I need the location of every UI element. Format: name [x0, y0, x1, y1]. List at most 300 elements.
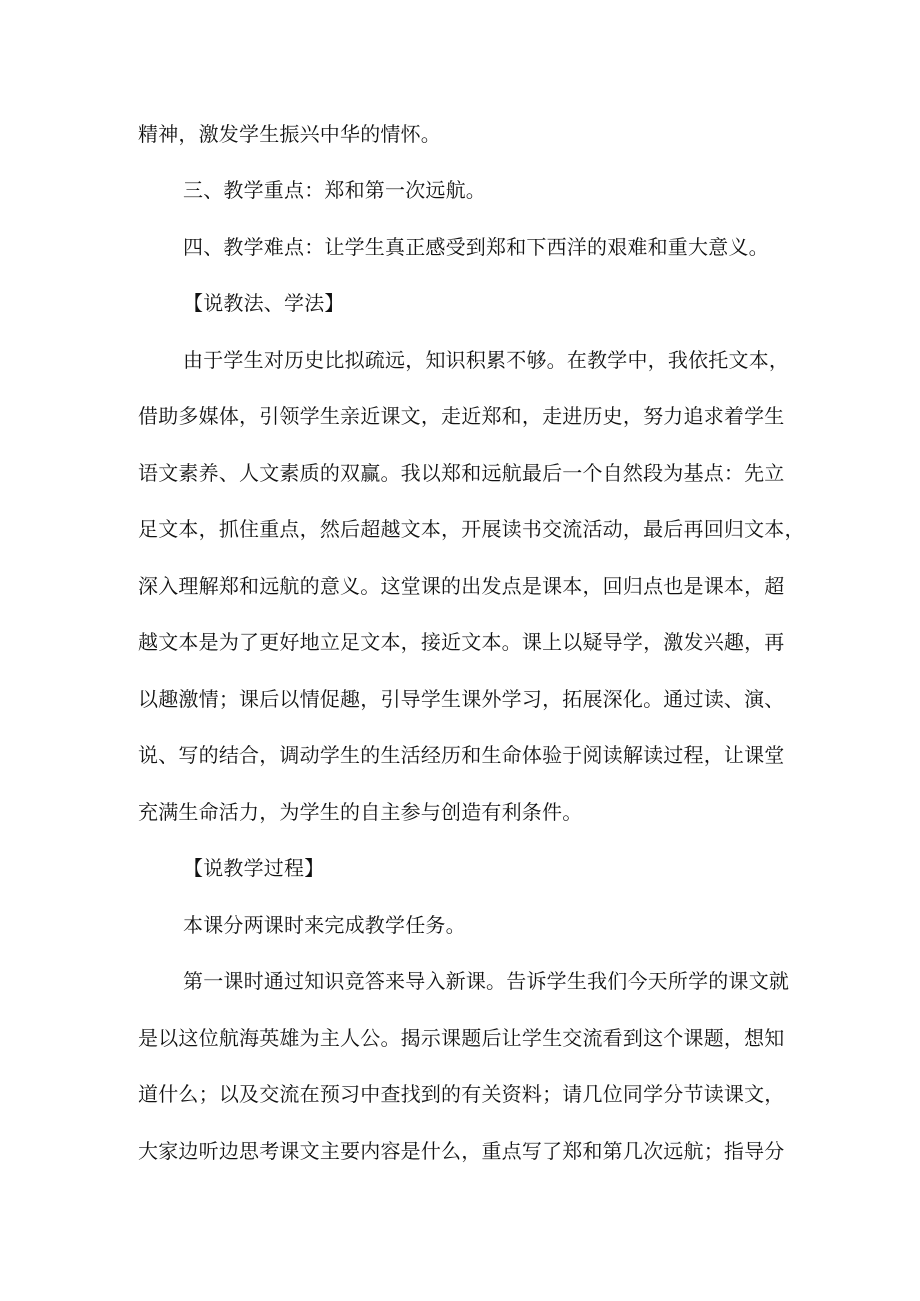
glyph: 导 [405, 969, 426, 993]
glyph: ， [622, 404, 644, 428]
glyph: 了 [239, 630, 260, 654]
glyph: 流 [582, 1026, 603, 1050]
glyph: 后 [481, 1026, 502, 1050]
glyph: 发 [683, 630, 704, 654]
glyph: 课 [521, 630, 543, 654]
glyph: 雄 [279, 1026, 300, 1050]
glyph: 学 [319, 743, 341, 767]
glyph: 促 [319, 687, 341, 711]
glyph: 家 [158, 1139, 179, 1163]
glyph: 及 [239, 1082, 260, 1106]
glyph: 再 [764, 630, 785, 654]
text-line-12 [138, 741, 783, 769]
glyph: 段 [643, 461, 664, 485]
glyph: 生 [243, 348, 264, 372]
glyph: 努 [643, 404, 664, 428]
glyph: 和 [501, 404, 522, 428]
glyph: 在 [299, 1082, 320, 1106]
glyph: 比 [324, 348, 345, 372]
text-line-9 [138, 572, 783, 600]
glyph: 堂 [764, 743, 785, 767]
glyph: 进 [562, 404, 583, 428]
glyph: 第 [602, 1139, 623, 1163]
glyph: 知 [764, 1026, 785, 1050]
glyph: 堂 [400, 574, 421, 598]
glyph: 领 [279, 404, 300, 428]
glyph: 更 [259, 630, 280, 654]
glyph: 知 [425, 348, 446, 372]
glyph: 分 [663, 1082, 684, 1106]
glyph: 识 [445, 348, 466, 372]
glyph: 足 [340, 630, 361, 654]
glyph: 告 [506, 969, 527, 993]
glyph: 课 [279, 1139, 300, 1163]
glyph: 开 [461, 517, 482, 541]
glyph: 郑 [441, 461, 462, 485]
glyph: 是 [198, 630, 219, 654]
glyph: 激 [663, 630, 684, 654]
glyph: 超 [764, 574, 785, 598]
glyph: 文 [158, 517, 179, 541]
text-line-5 [183, 346, 790, 374]
glyph: 于 [562, 743, 583, 767]
glyph: 要 [340, 1139, 361, 1163]
glyph: 。 [486, 969, 507, 993]
glyph: 远 [481, 461, 502, 485]
glyph: ， [400, 630, 421, 654]
glyph: 历 [441, 743, 462, 767]
glyph: 写 [521, 1139, 543, 1163]
glyph: 课 [683, 1026, 704, 1050]
glyph: ： [723, 461, 745, 485]
text-line-8 [138, 515, 805, 543]
glyph: 点 [501, 574, 522, 598]
glyph: 对 [263, 348, 285, 372]
glyph: ， [768, 348, 790, 372]
glyph: 后 [542, 461, 563, 485]
glyph: 。 [360, 574, 381, 598]
glyph: ， [647, 348, 668, 372]
glyph: 个 [582, 461, 603, 485]
glyph: 引 [259, 404, 280, 428]
glyph: 今 [627, 969, 648, 993]
glyph: ， [299, 517, 320, 541]
glyph: 出 [461, 574, 482, 598]
glyph: 上 [542, 630, 563, 654]
glyph: 流 [279, 1082, 300, 1106]
glyph: 交 [542, 517, 563, 541]
glyph: 解 [622, 743, 644, 767]
glyph: 到 [622, 1026, 644, 1050]
glyph: ， [259, 743, 280, 767]
glyph: 学 [546, 969, 567, 993]
glyph: 。 [643, 687, 664, 711]
glyph: ； [218, 687, 240, 711]
glyph: 书 [521, 517, 543, 541]
glyph: ； [703, 1139, 724, 1163]
glyph: 学 [744, 404, 765, 428]
glyph: 的 [441, 1082, 462, 1106]
glyph: 解 [198, 574, 219, 598]
text-line-7 [138, 459, 783, 487]
glyph: 读 [703, 1082, 724, 1106]
glyph: 越 [138, 630, 159, 654]
glyph: 展 [481, 517, 502, 541]
glyph: 后 [663, 517, 684, 541]
glyph: 导 [744, 1139, 765, 1163]
glyph: 位 [198, 1026, 219, 1050]
glyph: 几 [622, 1139, 644, 1163]
glyph: 后 [259, 687, 280, 711]
glyph: 一 [562, 461, 583, 485]
glyph: 文 [744, 517, 765, 541]
glyph: 读 [602, 743, 623, 767]
glyph: 让 [723, 743, 745, 767]
glyph: 揭 [400, 1026, 421, 1050]
glyph: ， [461, 1139, 482, 1163]
glyph: 外 [481, 687, 502, 711]
glyph: 化 [622, 687, 644, 711]
glyph: 容 [380, 1139, 401, 1163]
glyph: 展 [582, 687, 603, 711]
text-line-13: 充满生命活力，为学生的自主参与创造有利条件。 [138, 800, 583, 824]
glyph: 意 [319, 574, 341, 598]
glyph: 为 [663, 461, 684, 485]
glyph: 、 [218, 461, 240, 485]
section-heading-teaching-method: 【说教法、学法】 [183, 291, 345, 315]
glyph: 地 [299, 630, 320, 654]
glyph: 生 [481, 743, 502, 767]
glyph: 素 [279, 461, 300, 485]
glyph: 以 [138, 687, 159, 711]
glyph: 点 [279, 517, 300, 541]
glyph: 点 [703, 461, 724, 485]
glyph: ， [703, 743, 724, 767]
glyph: ， [643, 630, 664, 654]
glyph: 课 [723, 1082, 745, 1106]
glyph: 本 [420, 517, 442, 541]
glyph: 演 [744, 687, 765, 711]
glyph: 的 [441, 574, 462, 598]
glyph: ， [582, 574, 603, 598]
glyph: 指 [723, 1139, 745, 1163]
glyph: 课 [441, 1026, 462, 1050]
glyph: 学 [643, 1082, 664, 1106]
glyph: 激 [178, 687, 199, 711]
glyph: 课 [223, 969, 244, 993]
glyph: ， [239, 404, 260, 428]
glyph: 学 [223, 348, 244, 372]
glyph: 过 [683, 687, 704, 711]
glyph: 过 [284, 969, 305, 993]
glyph: 本 [764, 517, 785, 541]
glyph: 亲 [340, 404, 361, 428]
glyph: 学 [607, 348, 628, 372]
glyph: 为 [299, 1026, 320, 1050]
glyph: 什 [158, 1082, 179, 1106]
glyph: 生 [542, 1026, 563, 1050]
glyph: 也 [663, 574, 684, 598]
glyph: 疑 [582, 630, 603, 654]
glyph: 导 [602, 630, 623, 654]
glyph: 课 [703, 574, 724, 598]
glyph: 深 [602, 687, 623, 711]
glyph: 是 [683, 574, 704, 598]
glyph: 足 [138, 517, 159, 541]
glyph: 趣 [158, 687, 179, 711]
glyph: 是 [521, 574, 543, 598]
glyph: 道 [138, 1082, 159, 1106]
glyph: 在 [566, 348, 588, 372]
glyph: 拓 [562, 687, 583, 711]
glyph: ； [542, 1082, 563, 1106]
glyph: 学 [521, 1026, 543, 1050]
glyph: 以 [562, 630, 583, 654]
glyph: 课 [420, 574, 442, 598]
glyph: 几 [582, 1082, 603, 1106]
glyph: 这 [380, 574, 401, 598]
glyph: 借 [138, 404, 159, 428]
glyph: 抓 [218, 517, 240, 541]
text-line-16 [183, 967, 790, 995]
glyph: 读 [643, 743, 664, 767]
glyph: 养 [198, 461, 219, 485]
glyph: ， [441, 517, 462, 541]
glyph: 远 [663, 1139, 684, 1163]
glyph: 诉 [526, 969, 547, 993]
glyph: 边 [178, 1139, 199, 1163]
text-line-10 [138, 628, 783, 656]
glyph: 所 [667, 969, 689, 993]
glyph: 回 [602, 574, 623, 598]
glyph: 学 [501, 687, 522, 711]
glyph: ； [198, 1082, 219, 1106]
glyph: 通 [263, 969, 285, 993]
glyph: 追 [683, 404, 704, 428]
glyph: 听 [198, 1139, 219, 1163]
glyph: 经 [420, 743, 442, 767]
glyph: 海 [239, 1026, 260, 1050]
glyph: ， [723, 1026, 745, 1050]
glyph: 住 [239, 517, 260, 541]
glyph: 义 [340, 574, 361, 598]
glyph: 命 [501, 743, 522, 767]
glyph: 郑 [218, 574, 240, 598]
glyph: 越 [380, 517, 401, 541]
text-line-6 [138, 402, 783, 430]
glyph: 了 [542, 1139, 563, 1163]
glyph: 是 [400, 1139, 421, 1163]
glyph: 知 [304, 969, 325, 993]
glyph: 通 [663, 687, 684, 711]
glyph: 生 [566, 969, 588, 993]
glyph: 体 [521, 743, 543, 767]
glyph: 人 [340, 1026, 361, 1050]
glyph: 节 [683, 1082, 704, 1106]
glyph: 然 [319, 517, 341, 541]
glyph: 由 [183, 348, 204, 372]
glyph: 本 [178, 630, 199, 654]
glyph: 近 [441, 630, 462, 654]
glyph: 这 [178, 1026, 199, 1050]
text-line-1: 精神，激发学生振兴中华的情怀。 [138, 122, 441, 146]
glyph: 历 [582, 404, 603, 428]
glyph: 习 [340, 1082, 361, 1106]
glyph: 。 [380, 461, 401, 485]
glyph: 什 [420, 1139, 442, 1163]
glyph: ， [521, 404, 543, 428]
glyph: 内 [360, 1139, 381, 1163]
glyph: 素 [178, 461, 199, 485]
glyph: 课 [239, 687, 260, 711]
glyph: 程 [683, 743, 704, 767]
glyph: 超 [360, 517, 381, 541]
glyph: 次 [643, 1139, 664, 1163]
glyph: 立 [764, 461, 785, 485]
glyph: 拟 [344, 348, 365, 372]
glyph: ， [420, 404, 442, 428]
glyph: 的 [299, 574, 320, 598]
glyph: 让 [501, 1026, 522, 1050]
glyph: 交 [259, 1082, 280, 1106]
glyph: 远 [385, 348, 406, 372]
glyph: 就 [768, 969, 790, 993]
glyph: 入 [425, 969, 446, 993]
glyph: 赢 [360, 461, 381, 485]
glyph: 生 [380, 743, 401, 767]
glyph: 预 [319, 1082, 341, 1106]
glyph: 多 [178, 404, 199, 428]
glyph: 动 [299, 743, 320, 767]
glyph: 、 [158, 743, 179, 767]
glyph: 然 [622, 461, 644, 485]
glyph: 文 [728, 348, 749, 372]
glyph: 同 [622, 1082, 644, 1106]
glyph: 归 [723, 517, 745, 541]
glyph: 我 [400, 461, 421, 485]
glyph: 找 [400, 1082, 421, 1106]
glyph: 累 [486, 348, 507, 372]
glyph: 识 [324, 969, 345, 993]
glyph: 自 [602, 461, 623, 485]
glyph: 说 [138, 743, 159, 767]
glyph: 近 [360, 404, 381, 428]
glyph: 大 [138, 1139, 159, 1163]
glyph: ， [198, 517, 219, 541]
glyph: 着 [723, 404, 745, 428]
glyph: 分 [764, 1139, 785, 1163]
glyph: 文 [158, 630, 179, 654]
glyph: 语 [138, 461, 159, 485]
glyph: 求 [703, 404, 724, 428]
glyph: 生 [441, 687, 462, 711]
glyph: 生 [340, 743, 361, 767]
glyph: 到 [420, 1082, 442, 1106]
glyph: ， [360, 687, 381, 711]
glyph: 资 [501, 1082, 522, 1106]
glyph: 趣 [723, 630, 745, 654]
glyph: ， [744, 630, 765, 654]
glyph: 本 [481, 630, 502, 654]
glyph: 有 [461, 1082, 482, 1106]
glyph: 活 [400, 743, 421, 767]
glyph: 学 [688, 969, 709, 993]
glyph: 质 [299, 461, 320, 485]
glyph: 中 [360, 1082, 381, 1106]
glyph: 文 [748, 969, 769, 993]
glyph: 新 [445, 969, 466, 993]
glyph: 人 [239, 461, 260, 485]
glyph: 课 [380, 404, 401, 428]
glyph: 这 [643, 1026, 664, 1050]
glyph: 理 [178, 574, 199, 598]
glyph: ， [542, 687, 563, 711]
glyph: 生 [319, 404, 341, 428]
glyph: 考 [259, 1139, 280, 1163]
glyph: 边 [218, 1139, 240, 1163]
glyph: 回 [703, 517, 724, 541]
glyph: 本 [723, 574, 745, 598]
glyph: 。 [501, 630, 522, 654]
glyph: 竞 [344, 969, 365, 993]
glyph: 的 [708, 969, 729, 993]
glyph: 航 [501, 461, 522, 485]
glyph: 最 [521, 461, 543, 485]
glyph: 教 [587, 348, 608, 372]
glyph: 史 [602, 404, 623, 428]
glyph: 和 [582, 1139, 603, 1163]
glyph: 于 [203, 348, 224, 372]
glyph: 本 [380, 630, 401, 654]
glyph: 我 [667, 348, 689, 372]
glyph: 学 [622, 630, 644, 654]
glyph: 体 [218, 404, 240, 428]
glyph: ， [764, 1082, 785, 1106]
glyph: 先 [744, 461, 765, 485]
glyph: 历 [284, 348, 305, 372]
glyph: 写 [178, 743, 199, 767]
glyph: 航 [683, 1139, 704, 1163]
glyph: 以 [279, 687, 300, 711]
glyph: 时 [243, 969, 264, 993]
glyph: 接 [420, 630, 442, 654]
glyph: 英 [259, 1026, 280, 1050]
glyph: 活 [582, 517, 603, 541]
glyph: 立 [319, 630, 341, 654]
glyph: 发 [481, 574, 502, 598]
text-line-3: 四、教学难点：让学生真正感受到郑和下西洋的艰难和重大意义。 [183, 235, 769, 259]
glyph: 再 [683, 517, 704, 541]
glyph: 引 [380, 687, 401, 711]
glyph: 。 [380, 1026, 401, 1050]
glyph: 、 [723, 687, 745, 711]
text-line-15: 本课分两课时来完成教学任务。 [183, 913, 466, 937]
glyph: 以 [218, 1082, 240, 1106]
glyph: 看 [602, 1026, 623, 1050]
glyph: 主 [319, 1139, 341, 1163]
glyph: 文 [360, 630, 381, 654]
text-line-17 [138, 1024, 783, 1052]
glyph: 位 [602, 1082, 623, 1106]
glyph: 查 [380, 1082, 401, 1106]
glyph: 趣 [340, 687, 361, 711]
glyph: 课 [465, 969, 487, 993]
section-heading-teaching-process: 【说教学过程】 [183, 856, 325, 880]
glyph: 文 [259, 461, 280, 485]
glyph: 和 [239, 574, 260, 598]
glyph: 的 [319, 461, 341, 485]
glyph: 和 [461, 743, 482, 767]
